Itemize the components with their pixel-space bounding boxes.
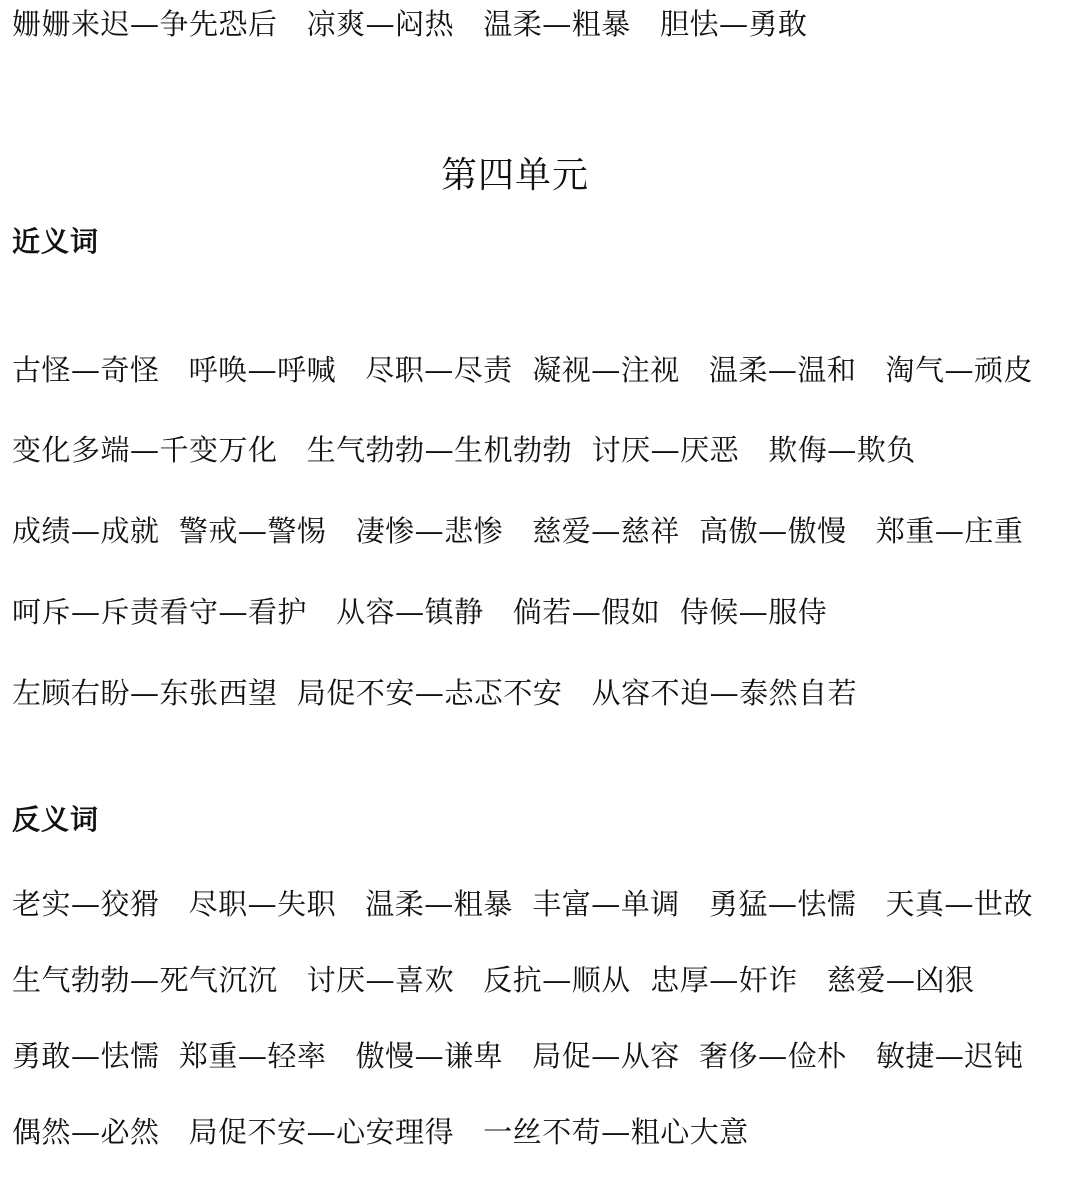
synonym-line-5: 左顾右盼—东张西望 局促不安—忐忑不安 从容不迫—泰然自若: [12, 676, 858, 710]
antonym-line-1: 老实—狡猾 尽职—失职 温柔—粗暴 丰富—单调 勇猛—怯懦 天真—世故: [12, 887, 1034, 921]
synonym-line-1: 古怪—奇怪 呼唤—呼喊 尽职—尽责 凝视—注视 温柔—温和 淘气—顽皮: [12, 353, 1034, 387]
antonyms-heading: 反义词: [12, 803, 100, 836]
antonym-line-2: 生气勃勃—死气沉沉 讨厌—喜欢 反抗—顺从 忠厚—奸诈 慈爱—凶狠: [12, 963, 975, 997]
top-word-pairs-line: 姗姗来迟—争先恐后 凉爽—闷热 温柔—粗暴 胆怯—勇敢: [12, 7, 808, 41]
synonym-line-3: 成绩—成就 警戒—警惕 凄惨—悲惨 慈爱—慈祥 高傲—傲慢 郑重—庄重: [12, 514, 1024, 548]
synonym-line-4: 呵斥—斥责看守—看护 从容—镇静 倘若—假如 侍候—服侍: [12, 595, 828, 629]
synonym-line-2: 变化多端—千变万化 生气勃勃—生机勃勃 讨厌—厌恶 欺侮—欺负: [12, 433, 916, 467]
antonym-line-3: 勇敢—怯懦 郑重—轻率 傲慢—谦卑 局促—从容 奢侈—俭朴 敏捷—迟钝: [12, 1039, 1024, 1073]
antonym-line-4: 偶然—必然 局促不安—心安理得 一丝不苟—粗心大意: [12, 1115, 749, 1149]
synonyms-heading: 近义词: [12, 225, 100, 258]
unit-title: 第四单元: [440, 155, 589, 196]
